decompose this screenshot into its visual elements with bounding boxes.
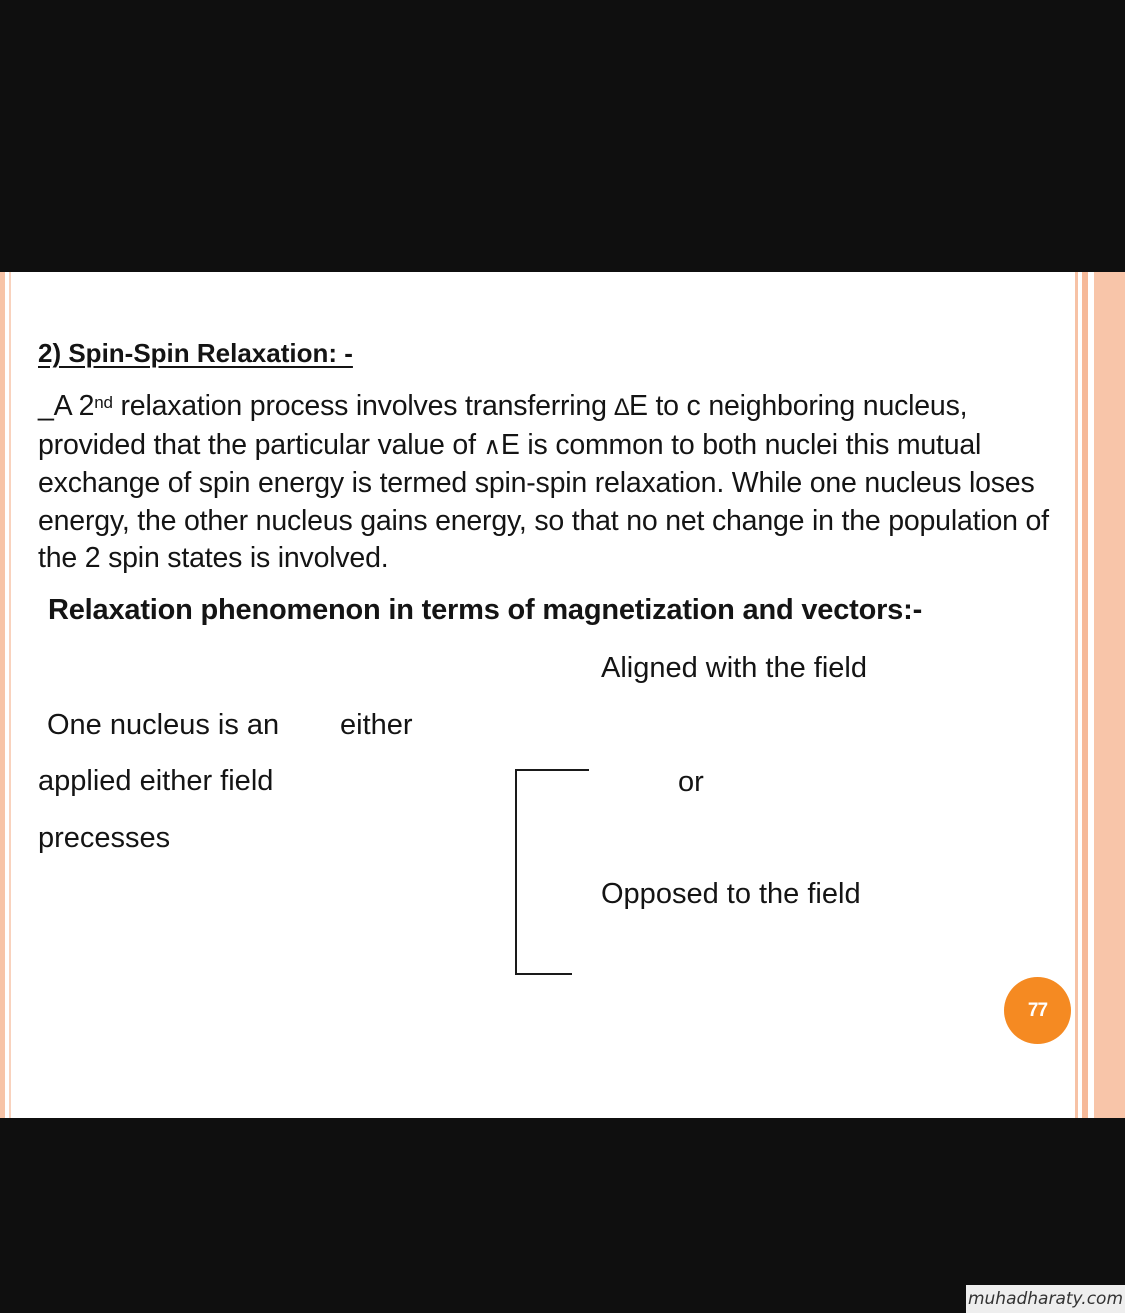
paragraph-part-3: E is common to both nuclei this mutual exchange of spin energy is termed spin-spin relaxation. While one nucleus loses energy, the other nucleus gains energy, so that no net change in the population of the 2 spin states is involved. [38, 428, 1049, 574]
diagram-line-3: precesses [38, 822, 171, 854]
bracket-bottom-line [515, 973, 572, 975]
delta-symbol-2: ∧ [483, 432, 501, 460]
delta-symbol-1: ∆ [614, 394, 629, 421]
slide-border-right-middle [1082, 272, 1088, 1118]
watermark: muhadharaty.com [966, 1285, 1125, 1313]
spin-spin-paragraph [38, 388, 1068, 578]
diagram-line-2: applied either field [38, 765, 274, 797]
slide-heading: 2) Spin-Spin Relaxation: - [38, 338, 353, 368]
paragraph-part-1: relaxation process involves transferring [112, 390, 615, 422]
bracket-vertical-line [515, 769, 517, 975]
paragraph-lead: _A 2 [38, 390, 95, 422]
opposed-label: Opposed to the field [601, 878, 861, 910]
slide-border-right-outer [1094, 272, 1125, 1118]
or-label: or [678, 766, 704, 798]
aligned-label: Aligned with the field [601, 652, 867, 684]
relaxation-subheading: Relaxation phenomenon in terms of magnetization and vectors:- [48, 594, 923, 626]
slide-border-right-inner [1075, 272, 1078, 1118]
paragraph-part-2: E to c neighboring nucleus, provided that the particular value of [38, 390, 968, 461]
slide [0, 272, 1125, 1118]
page-number-badge: 77 [1004, 977, 1071, 1044]
diagram-line-1: One nucleus is an [47, 709, 280, 741]
slide-border-left-outer [0, 272, 5, 1118]
bracket-top-line [515, 769, 589, 771]
slide-border-left-inner [9, 272, 11, 1118]
paragraph-superscript: nd [94, 393, 113, 412]
either-label: either [340, 709, 413, 741]
